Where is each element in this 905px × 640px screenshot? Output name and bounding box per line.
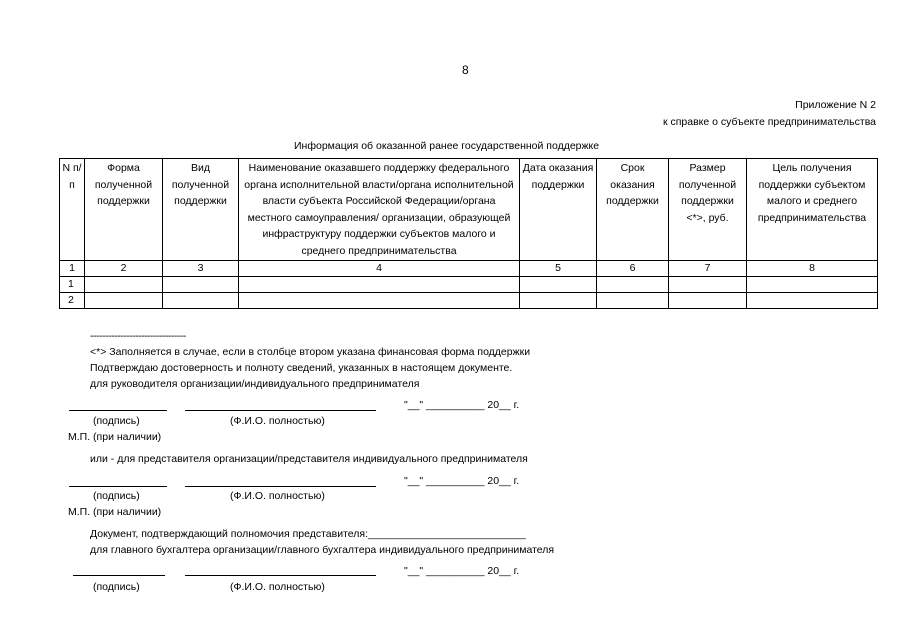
- name-line: [185, 410, 376, 411]
- table-header-row: [60, 159, 878, 261]
- table-cell: [239, 293, 520, 309]
- name-label: (Ф.И.О. полностью): [230, 490, 325, 502]
- table-cell: [597, 293, 669, 309]
- signature-label: (подпись): [93, 581, 140, 593]
- table-caption: Информация об оказанной ранее государственной поддержке: [294, 140, 600, 152]
- signature-label: (подпись): [93, 490, 140, 502]
- appendix-title: Приложение N 2: [795, 99, 876, 111]
- table-cell: [163, 277, 239, 293]
- appendix-subtitle: к справке о субъекте предпринимательства: [662, 116, 876, 128]
- header-cell: Дата оказания поддержки: [520, 159, 597, 261]
- table-cell: 1: [60, 277, 85, 293]
- column-number: 6: [597, 261, 669, 277]
- column-number: 8: [747, 261, 878, 277]
- table-cell: [163, 293, 239, 309]
- column-number: 7: [669, 261, 747, 277]
- authority-document-label: Документ, подтверждающий полномочия представителя:___________________________: [90, 528, 526, 540]
- header-cell: N п/п: [60, 159, 85, 261]
- date-line: "__" __________ 20__ г.: [404, 565, 520, 577]
- date-line: "__" __________ 20__ г.: [404, 475, 520, 487]
- footnote-separator: --------------------------------: [90, 330, 186, 342]
- table-cell: [520, 277, 597, 293]
- column-number: 4: [239, 261, 520, 277]
- signature-line: [69, 410, 167, 411]
- signature-line: [69, 486, 167, 487]
- table-cell: [597, 277, 669, 293]
- table-cell: [85, 277, 163, 293]
- signature-label: (подпись): [93, 415, 140, 427]
- table-cell: [669, 293, 747, 309]
- representative-label: или - для представителя организации/представителя индивидуального предпринимателя: [90, 453, 528, 465]
- header-cell: Цель получения поддержки субъектом малого и среднего предпринимательства: [747, 159, 878, 261]
- stamp-label: М.П. (при наличии): [68, 431, 162, 443]
- table-row: [60, 277, 878, 293]
- column-number-row: [60, 261, 878, 277]
- name-line: [185, 486, 376, 487]
- header-cell: Вид полученной поддержки: [163, 159, 239, 261]
- table-cell: [239, 277, 520, 293]
- table-row: [60, 293, 878, 309]
- table-cell: [747, 293, 878, 309]
- for-head-label: для руководителя организации/индивидуального предпринимателя: [90, 378, 420, 390]
- header-cell: Наименование оказавшего поддержку федерального органа исполнительной власти/органа исполнительной власти субъекта Российской Федерации/органа местного самоуправления/ организации, образующей инфраструктуру поддержки субъектов малого и среднего предпринимательства: [239, 159, 520, 261]
- name-label: (Ф.И.О. полностью): [230, 581, 325, 593]
- date-line: "__" __________ 20__ г.: [404, 399, 520, 411]
- footnote-text: <*> Заполняется в случае, если в столбце втором указана финансовая форма поддержки: [90, 346, 531, 358]
- header-cell: Срок оказания поддержки: [597, 159, 669, 261]
- header-cell: Форма полученной поддержки: [85, 159, 163, 261]
- for-accountant-label: для главного бухгалтера организации/главного бухгалтера индивидуального предпринимателя: [90, 544, 555, 556]
- confirmation-text: Подтверждаю достоверность и полноту сведений, указанных в настоящем документе.: [90, 362, 513, 374]
- name-label: (Ф.И.О. полностью): [230, 415, 325, 427]
- page-number: 8: [462, 63, 469, 77]
- header-cell: Размер полученной поддержки <*>, руб.: [669, 159, 747, 261]
- stamp-label: М.П. (при наличии): [68, 506, 162, 518]
- table-cell: 2: [60, 293, 85, 309]
- signature-line: [73, 575, 165, 576]
- column-number: 3: [163, 261, 239, 277]
- support-table: [59, 158, 878, 309]
- table-cell: [669, 277, 747, 293]
- table-cell: [747, 277, 878, 293]
- table-cell: [520, 293, 597, 309]
- column-number: 2: [85, 261, 163, 277]
- name-line: [185, 575, 376, 576]
- column-number: 5: [520, 261, 597, 277]
- table-cell: [85, 293, 163, 309]
- column-number: 1: [60, 261, 85, 277]
